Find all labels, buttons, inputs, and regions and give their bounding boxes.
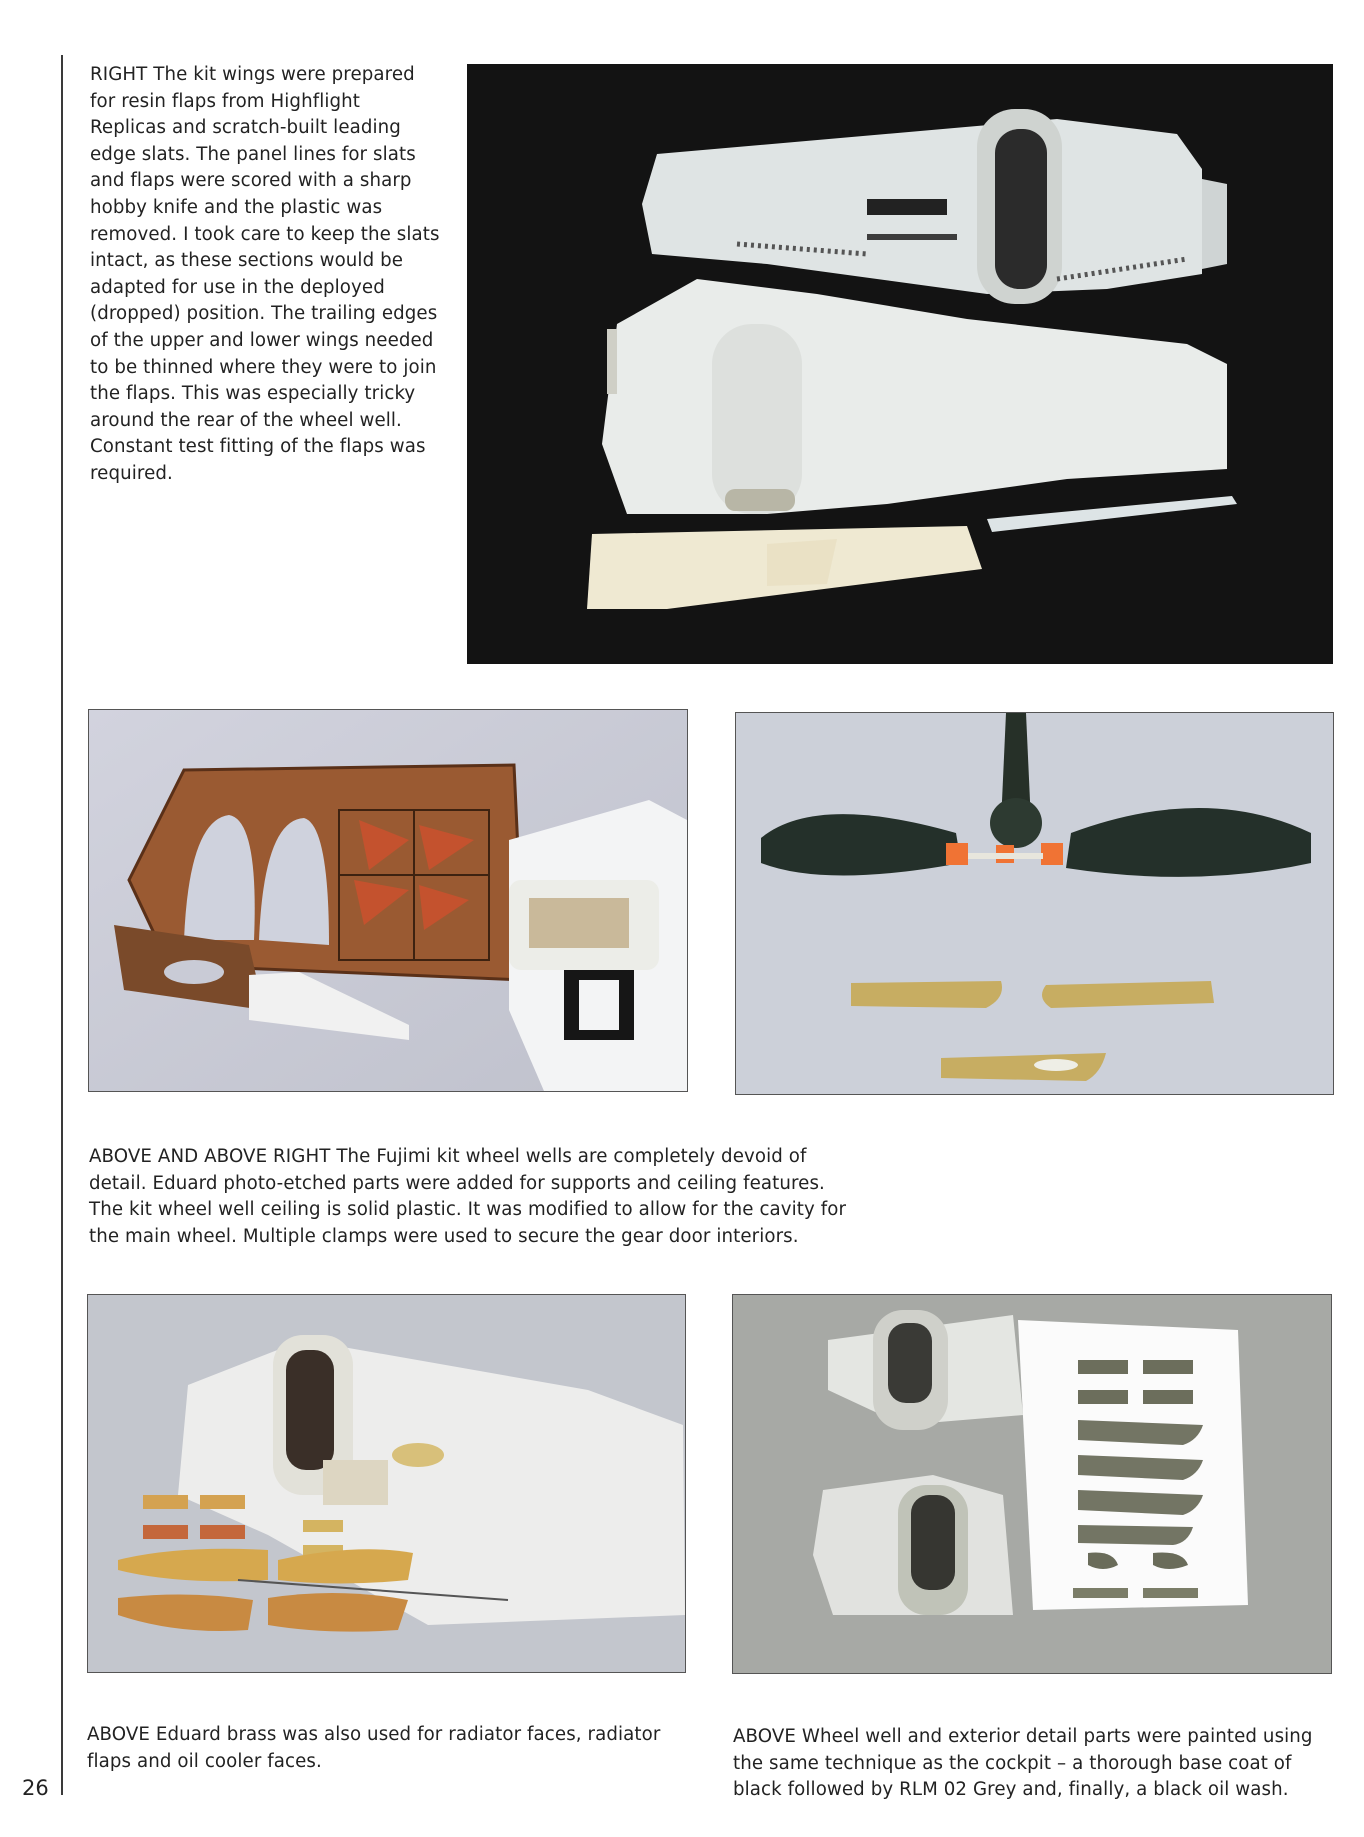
caption-above-and-above-right: ABOVE AND ABOVE RIGHT The Fujimi kit wheel wells are completely devoid of detail. Eduard photo-etched parts were added for supports and ceiling features. The kit wheel well ceiling is solid plastic. It was modified to allow for the cavity for the main wheel. Multiple clamps were used to secure the gear door interiors. [89, 1146, 847, 1247]
caption-above-right: ABOVE Wheel well and exterior detail parts were painted using the same technique as the cockpit – a thorough base coat of black followed by RLM 02 Grey and, finally, a black oil wash. [733, 1726, 1313, 1801]
caption-right: RIGHT The kit wings were prepared for resin flaps from Highflight Replicas and scratch-built leading edge slats. The panel lines for slats and flaps were scored with a sharp hobby knife and the plastic was removed. I took care to keep the slats intact, as these sections would be adapted for use in the deployed (dropped) position. The trailing edges of the upper and lower wings needed to be thinned where they were to join the flaps. This was especially tricky around the rear of the wheel well. Constant test fitting of the flaps was required. [90, 64, 440, 484]
page-number: 26 [22, 1776, 49, 1800]
margin-rule [61, 55, 63, 1795]
photo-brass-parts [88, 1295, 685, 1672]
photo-clamps [736, 713, 1333, 1094]
photo-photo-etch-fret [89, 710, 687, 1091]
photo-painted-parts [733, 1295, 1331, 1673]
photo-wings-black-background [467, 64, 1333, 664]
caption-above-left: ABOVE Eduard brass was also used for radiator faces, radiator flaps and oil cooler faces. [87, 1724, 661, 1772]
